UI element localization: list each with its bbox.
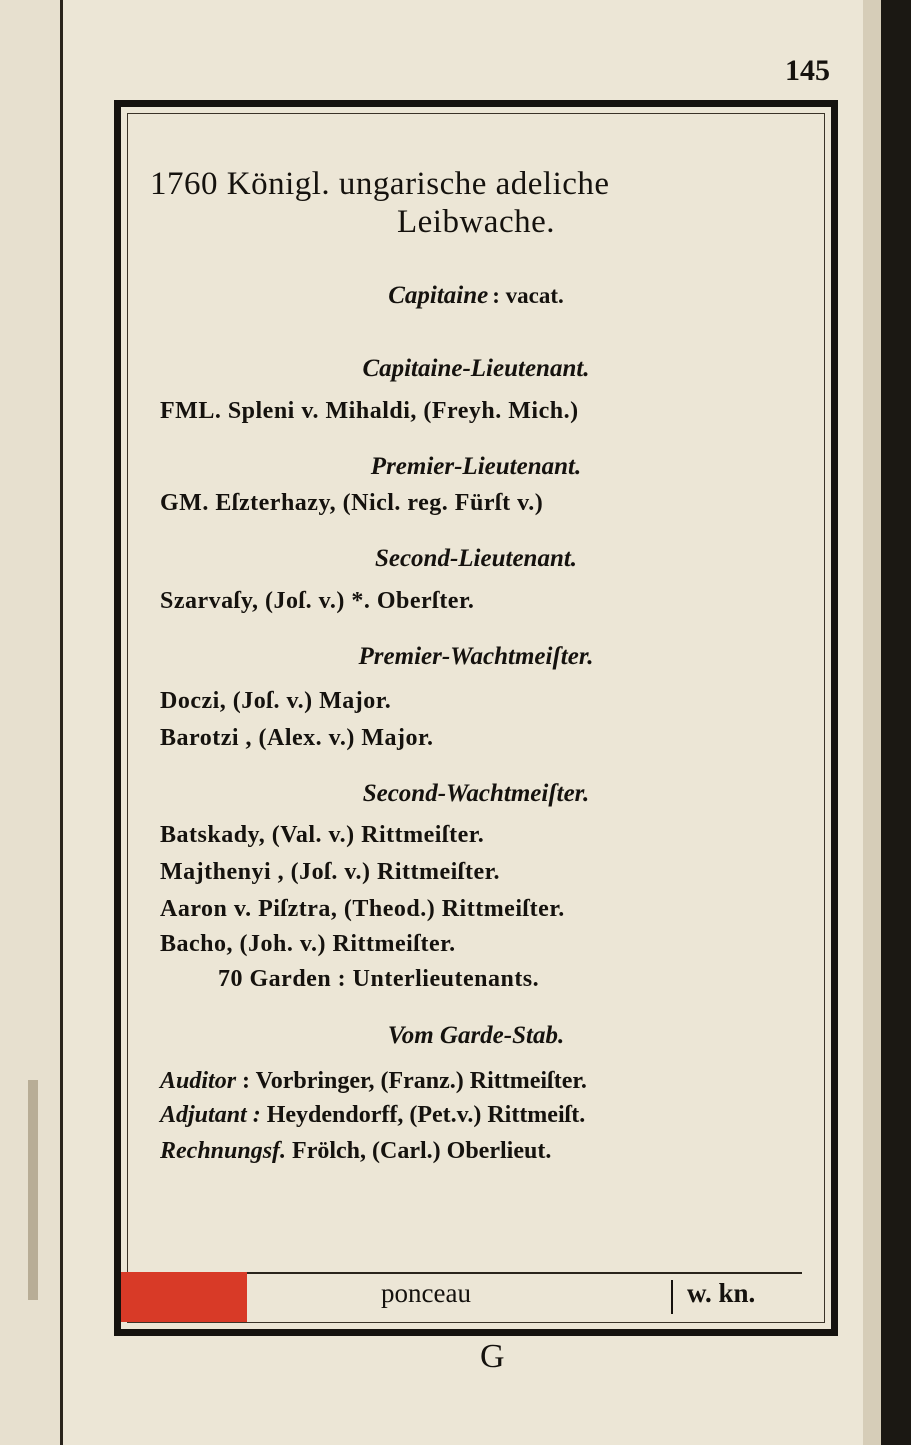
garde-stab-row-rechnungsf [160,1138,551,1165]
premier-wachtmeister-heading: Premier-Wachtmeiſter. [358,643,594,670]
signature-mark: G [480,1338,505,1375]
premier-lieutenant-heading: Premier-Lieutenant. [370,453,582,480]
page-number: 145 [785,54,830,87]
garden-line: 70 Garden : Unterlieutenants. [218,966,540,992]
stab-role-auditor: Auditor [160,1068,237,1094]
page-edge-right [863,0,881,1445]
uniform-color-bar [121,1270,821,1318]
scan-background-right [881,0,911,1445]
stab-role-adjutant: Adjutant : [160,1102,261,1128]
second-wachtmeister-entry-1: Batskady, (Val. v.) Rittmeiſter. [160,822,485,848]
title-line-1: 1760 Königl. ungarische adeliche [150,166,610,202]
color-divider [671,1280,673,1314]
garde-stab-row-auditor [160,1068,587,1095]
stab-text-rechnungsf: Frölch, (Carl.) Oberlieut. [292,1138,552,1164]
uniform-code: w. kn. [687,1278,756,1308]
stab-text-adjutant: Heydendorff, (Pet.v.) Rittmeiſt. [266,1102,586,1128]
facing-page-edge [0,0,63,1445]
premier-wachtmeister-entry-1: Doczi, (Joſ. v.) Major. [160,688,392,714]
capitaine-line [114,282,838,310]
capitaine-label: Capitaine [388,282,489,309]
premier-wachtmeister-entry-2: Barotzi , (Alex. v.) Major. [160,725,434,751]
capitaine-lieutenant-heading: Capitaine-Lieutenant. [362,355,590,382]
premier-lieutenant-entry: GM. Eſzterhazy, (Nicl. reg. Fürſt v.) [160,490,544,516]
second-lieutenant-entry: Szarvaſy, (Joſ. v.) *. Oberſter. [160,588,475,614]
second-wachtmeister-entry-3: Aaron v. Piſztra, (Theod.) Rittmeiſter. [160,896,565,922]
stab-role-rechnungsf: Rechnungsf. [160,1138,287,1164]
capitaine-lieutenant-entry: FML. Spleni v. Mihaldi, (Freyh. Mich.) [160,398,579,424]
page-shadow [28,1080,38,1300]
garde-stab-row-adjutant [160,1102,585,1129]
title-line-2: Leibwache. [397,204,555,240]
stab-text-auditor: : Vorbringer, (Franz.) Rittmeiſter. [242,1068,587,1094]
garde-stab-heading: Vom Garde-Stab. [387,1022,565,1049]
second-wachtmeister-entry-4: Bacho, (Joh. v.) Rittmeiſter. [160,931,456,957]
capitaine-value: : vacat. [492,283,564,308]
second-wachtmeister-heading: Second-Wachtmeiſter. [362,780,590,807]
uniform-color-name: ponceau [381,1278,471,1308]
second-wachtmeister-entry-2: Majthenyi , (Joſ. v.) Rittmeiſter. [160,859,501,885]
second-lieutenant-heading: Second-Lieutenant. [374,545,578,572]
uniform-color-swatch [121,1272,247,1322]
